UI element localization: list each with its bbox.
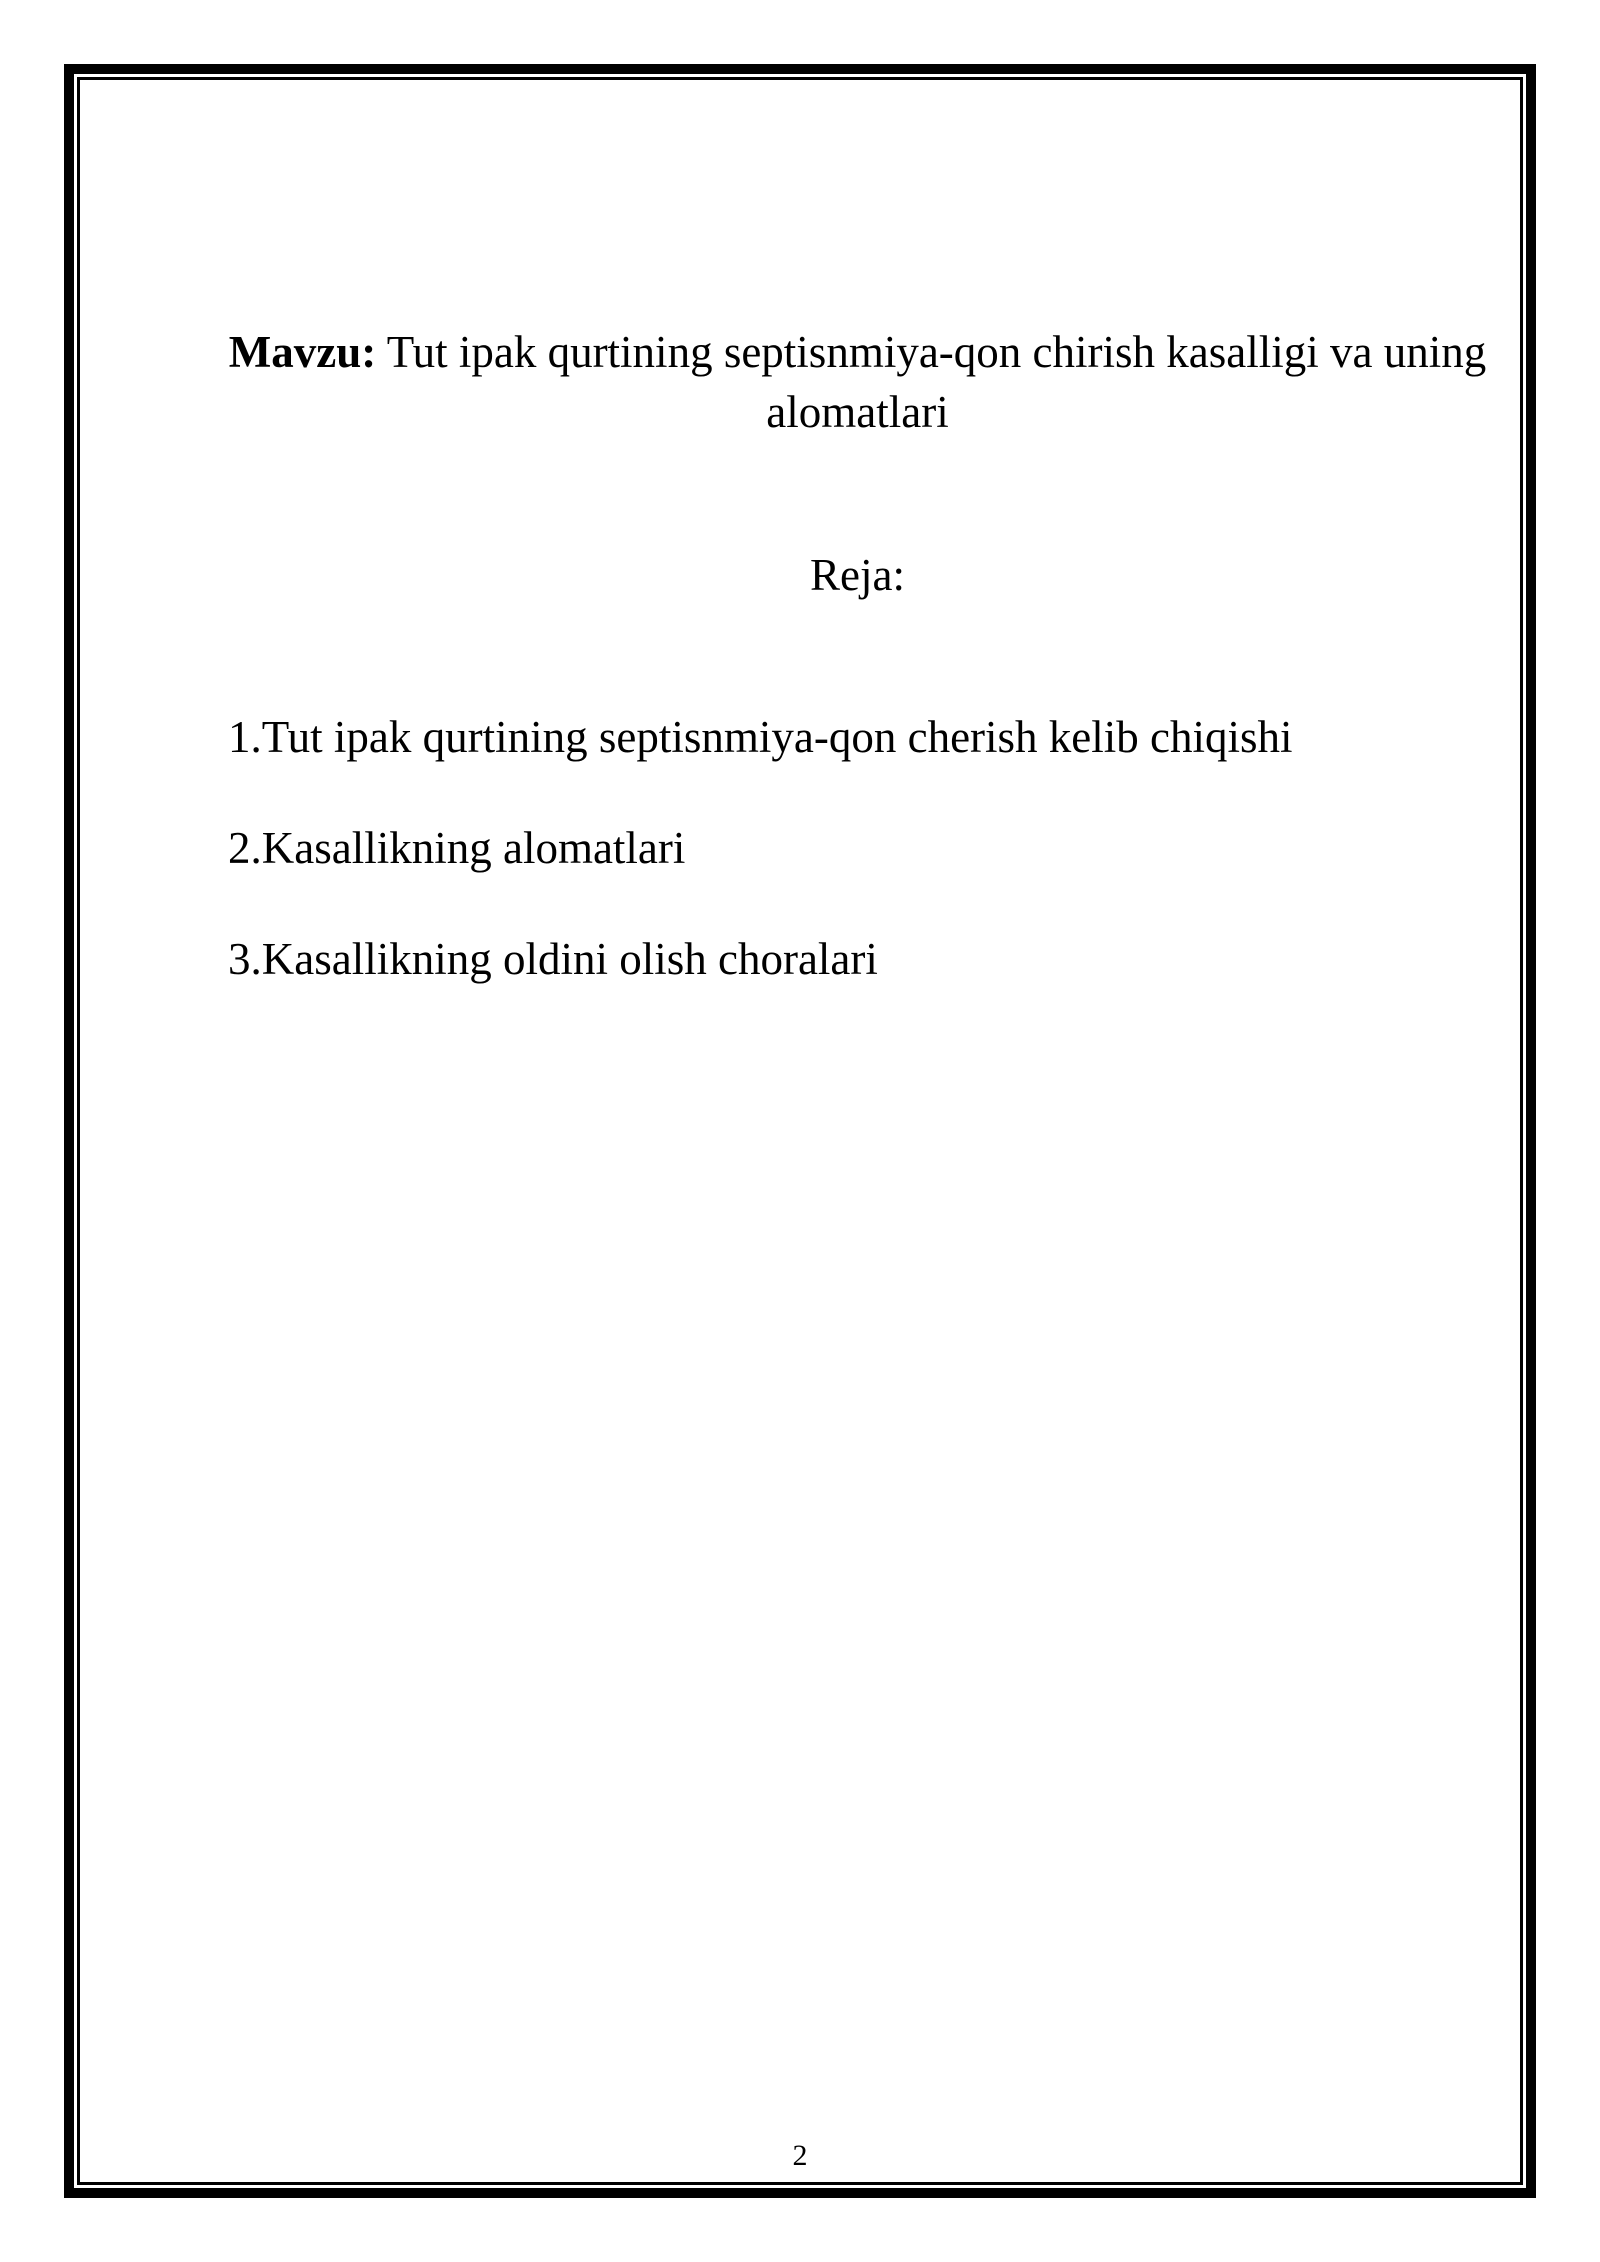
plan-list (228, 707, 1498, 1040)
document-title (220, 322, 1495, 442)
plan-item: 3.Kasallikning oldini olish choralari (228, 934, 878, 984)
title-label: Mavzu: (228, 327, 377, 377)
plan-item: 2.Kasallikning alomatlari (228, 823, 686, 873)
page-number: 2 (792, 2139, 808, 2172)
plan-item: 1.Tut ipak qurtining septisnmiya-qon cherish kelib chiqishi (228, 712, 1293, 762)
plan-heading: Reja: (810, 550, 905, 600)
title-text: Tut ipak qurtining septisnmiya-qon chirish kasalligi va uning alomatlari (386, 327, 1487, 437)
